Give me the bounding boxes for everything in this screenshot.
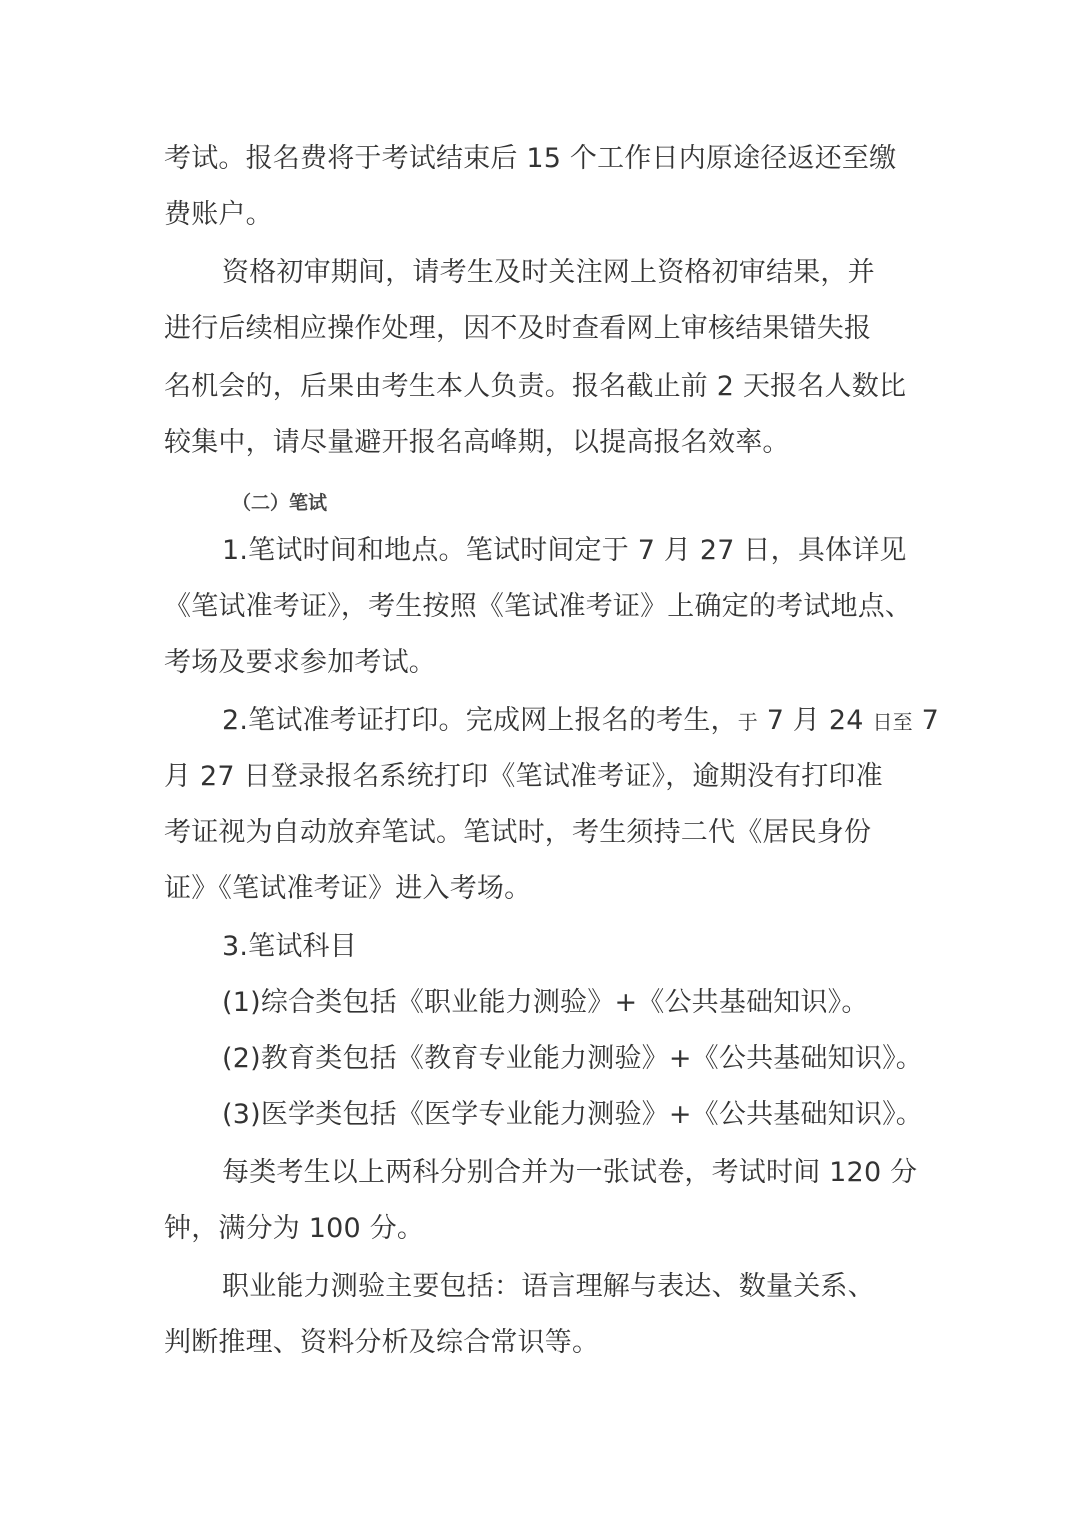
paragraph-line: (2)教育类包括《教育专业能力测验》+《公共基础知识》。 — [222, 1043, 923, 1074]
paragraph-line — [222, 704, 939, 739]
paragraph-line: 考试。报名费将于考试结束后 15 个工作日内原途径返还至缴 — [164, 143, 897, 174]
section-heading: （二）笔试 — [232, 492, 328, 514]
paragraph-line: 较集中，请尽量避开报名高峰期，以提高报名效率。 — [164, 427, 790, 458]
paragraph-line: 费账户。 — [164, 199, 273, 230]
line-segment: 于 — [737, 710, 758, 734]
paragraph-line: 进行后续相应操作处理，因不及时查看网上审核结果错失报 — [164, 313, 872, 344]
paragraph-line: 判断推理、资料分析及综合常识等。 — [164, 1327, 600, 1358]
paragraph-line: 月 27 日登录报名系统打印《笔试准考证》，逾期没有打印准 — [164, 761, 883, 792]
paragraph-line: 职业能力测验主要包括：语言理解与表达、数量关系、 — [222, 1271, 875, 1302]
line-segment: 7 月 24 — [757, 705, 873, 736]
paragraph-line: 钟，满分为 100 分。 — [164, 1213, 425, 1244]
paragraph-line: 资格初审期间，请考生及时关注网上资格初审结果，并 — [222, 257, 875, 288]
paragraph-line: 每类考生以上两科分别合并为一张试卷，考试时间 120 分 — [222, 1157, 918, 1188]
line-segment: 7 — [912, 705, 940, 736]
paragraph-line: 证》《笔试准考证》进入考场。 — [164, 873, 532, 904]
paragraph-line: 1.笔试时间和地点。笔试时间定于 7 月 27 日，具体详见 — [222, 535, 907, 566]
paragraph-line: 3.笔试科目 — [222, 931, 357, 962]
paragraph-line: 考证视为自动放弃笔试。笔试时，考生须持二代《居民身份 — [164, 817, 872, 848]
paragraph-line: 名机会的，后果由考生本人负责。报名截止前 2 天报名人数比 — [164, 371, 907, 402]
line-segment: 2.笔试准考证打印。完成网上报名的考生， — [222, 705, 738, 736]
line-segment: 日至 — [872, 710, 913, 734]
paragraph-line: (1)综合类包括《职业能力测验》+《公共基础知识》。 — [222, 987, 869, 1018]
paragraph-line: 《笔试准考证》，考生按照《笔试准考证》上确定的考试地点、 — [164, 591, 913, 622]
paragraph-line: (3)医学类包括《医学专业能力测验》+《公共基础知识》。 — [222, 1099, 923, 1130]
paragraph-line: 考场及要求参加考试。 — [164, 647, 436, 678]
